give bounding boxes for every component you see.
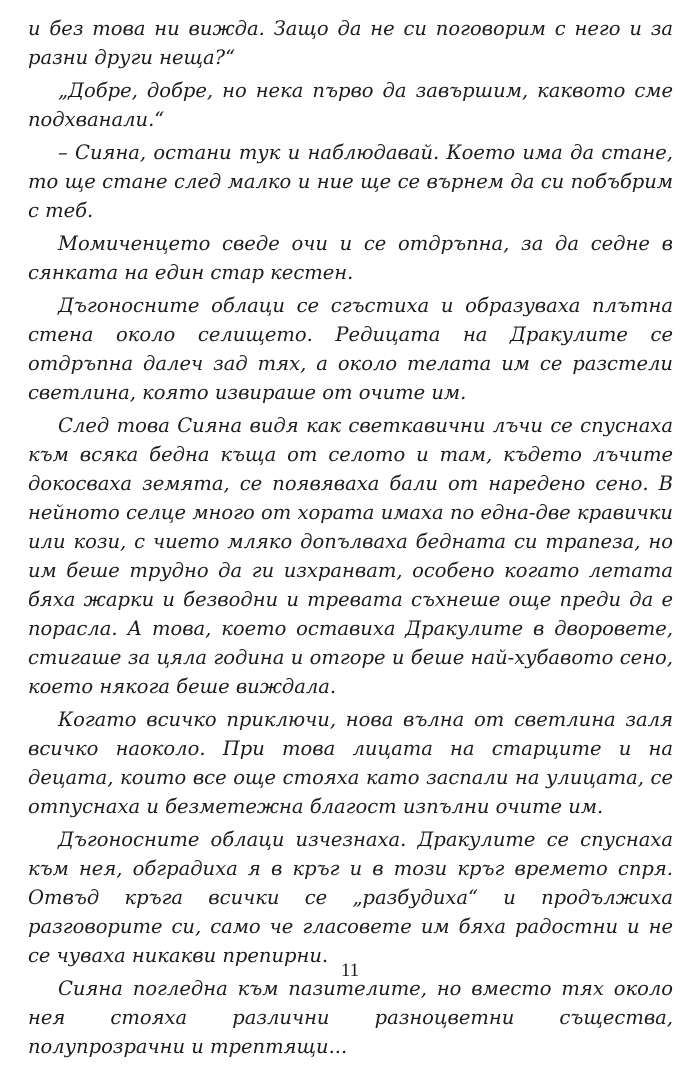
paragraph: – Сияна, остани тук и наблюдавай. Което има да стане, то ще стане след малко и ние ще се върнем да си побъбрим с теб. [28, 141, 673, 222]
paragraph: Когато всичко приключи, нова вълна от светлина заля всичко наоколо. При това лицата на старците и на децата, които все още стояха като заспали на улицата, се отпуснаха и безметежна благост изпълни очите им. [28, 708, 673, 818]
paragraph: Дъгоносните облаци изчезнаха. Дракулите се спуснаха към нея, обградиха я в кръг и в този кръг времето спря. Отвъд кръга всички се „разбудиха“ и продължиха разговорите си, само че гласовете им бяха радостни и не се чуваха никакви препирни. [28, 828, 673, 967]
paragraph: Дъгоносните облаци се сгъстиха и образуваха плътна стена около селището. Редицата на Дракулите се отдръпна далеч зад тях, а около телата им се разстели светлина, която извираше от очите им. [28, 294, 673, 404]
body-text [28, 14, 673, 1065]
paragraph: Момиченцето сведе очи и се отдръпна, за да седне в сянката на един стар кестен. [28, 232, 673, 284]
paragraph: След това Сияна видя как светкавични лъчи се спуснаха към всяка бедна къща от селото и там, където лъчите докосваха земята, се появяваха бали от наредено сено. В нейното селце много от хората имаха по една-две кравички или кози, с чието мляко допълваха бедната си трапеза, но им беше трудно да ги изхранват, особено когато летата бяха жарки и безводни и тревата съхнеше още преди да е порасла. А това, което оставиха Дракулите в дворовете, стигаше за цяла година и отгоре и беше най-хубавото сено, което някога беше виждала. [28, 414, 673, 698]
paragraph-continuation: и без това ни вижда. Защо да не си поговорим с него и за разни други неща?“ [28, 17, 673, 69]
page-number: 11 [340, 960, 360, 981]
paragraph: „Добре, добре, но нека първо да завършим, каквото сме подхванали.“ [28, 79, 673, 131]
paragraph: Сияна погледна към пазителите, но вместо тях около нея стояха различни разноцветни същества, полупрозрачни и трептящи... [28, 977, 673, 1058]
